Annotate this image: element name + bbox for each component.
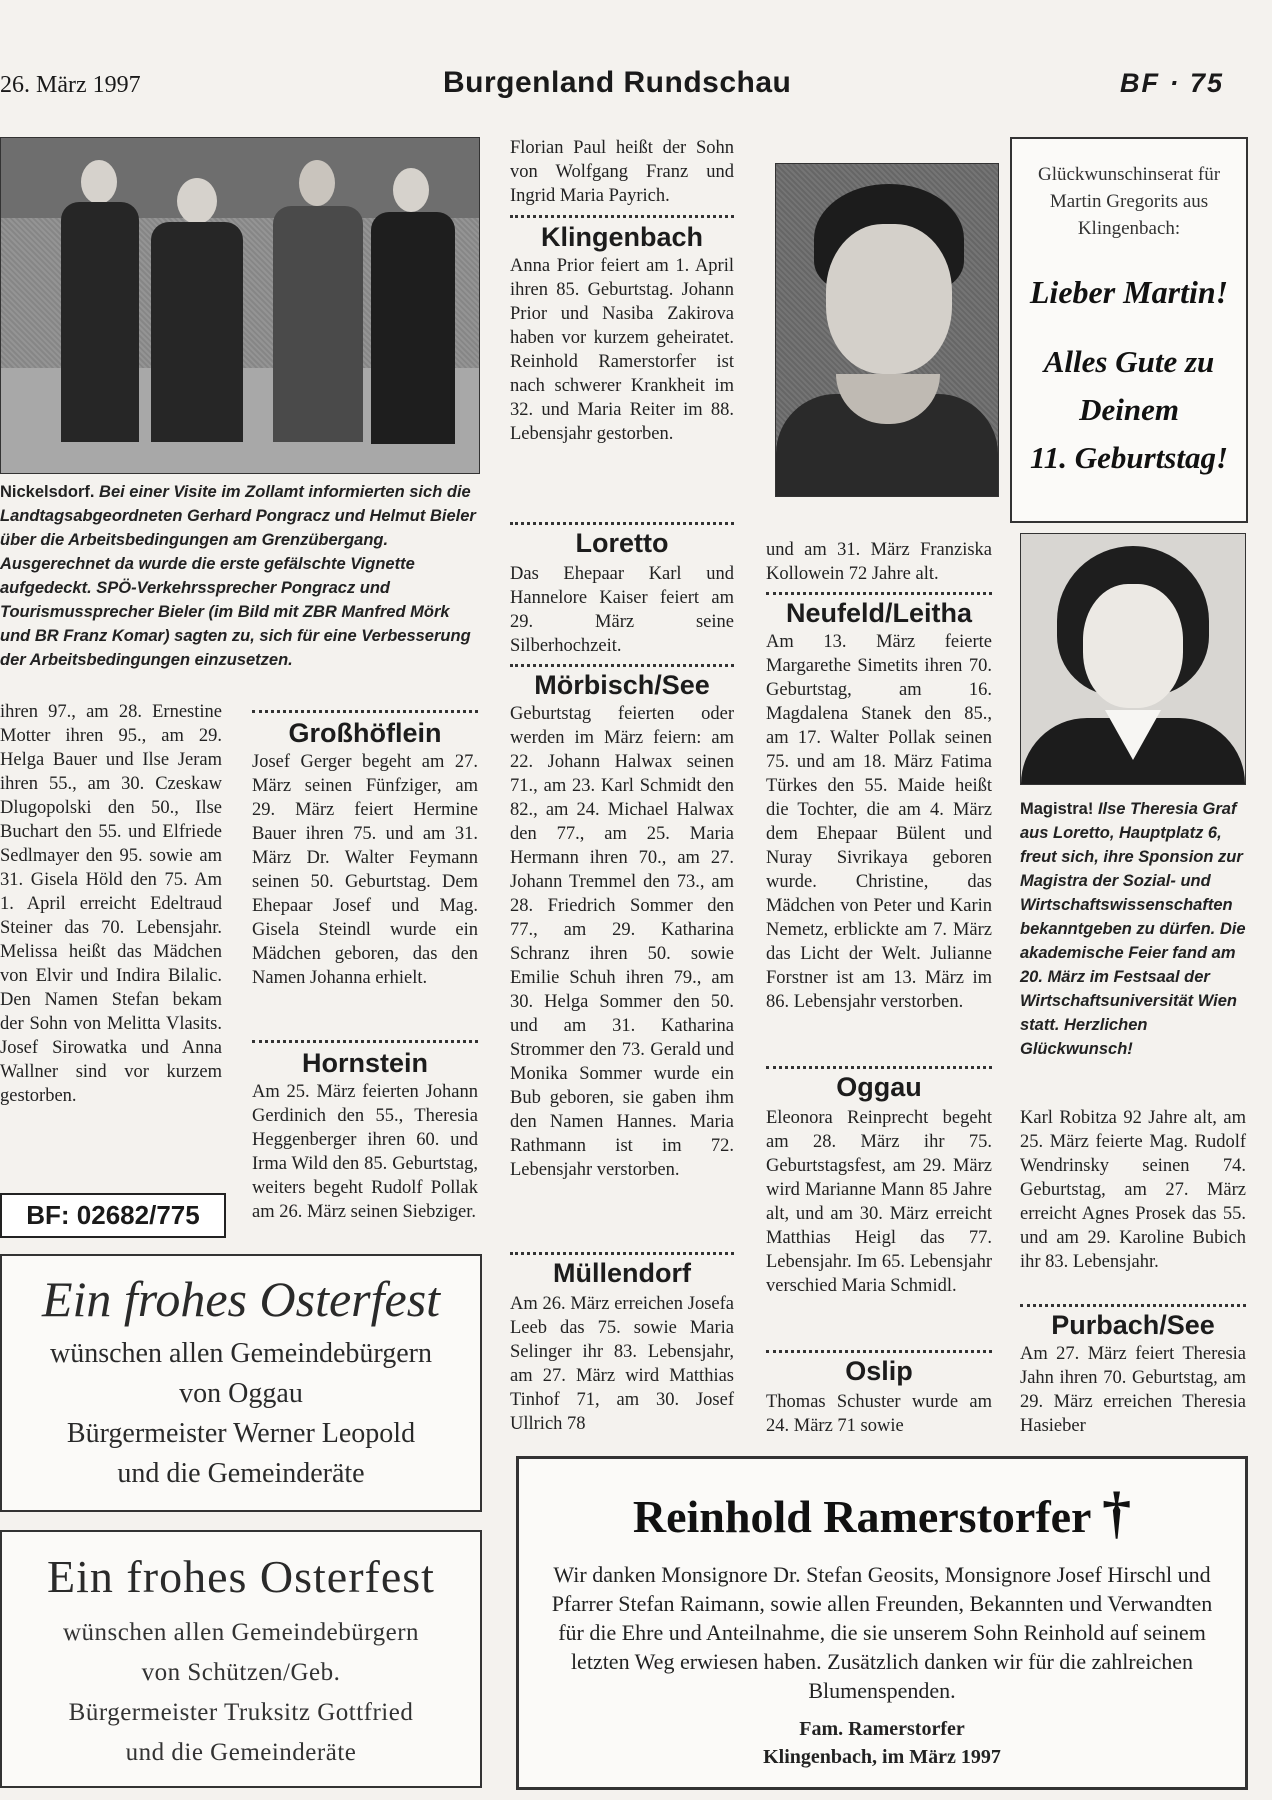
easter-ad-line3: Bürgermeister Truksitz Gottfried: [68, 1699, 414, 1726]
muellendorf-text: Am 26. März erreichen Josefa Leeb das 75. sowie Maria Selinger ihr 83. Lebensjahr, am 27. März wird Matthias Tinhof 71, am 30. Josef Ullrich 78: [510, 1294, 734, 1434]
magistra-text: Ilse Theresia Graf aus Loretto, Hauptplatz 6, freut sich, ihre Sponsion zur Magistra der Sozial- und Wirtschaftswissenschaften bekanntgeben zu dürfen. Die akademische Feier fand am 20. März im Festsaal der Wirtschaftsuniversität Wien statt. Herzlichen Glückwunsch!: [1020, 800, 1246, 1058]
section-heading-neufeld: Neufeld/Leitha: [785, 598, 973, 628]
hornstein-text: Am 25. März feierten Johann Gerdinich den 55., Theresia Heggenberger ihren 60. und Irma Wild den 85. Geburtstag, weiters begeht Rudolf Pollak am 26. März seinen Siebziger.: [252, 1082, 478, 1222]
obituary-name: Reinhold Ramerstorfer: [632, 1491, 1091, 1542]
cross-icon: †: [1102, 1480, 1132, 1545]
easter-ad-line3: Bürgermeister Werner Leopold: [66, 1418, 416, 1449]
obituary-place-date: Klingenbach, im März 1997: [763, 1746, 1001, 1768]
separator: [510, 664, 734, 667]
easter-ad-line4: und die Gemeinderäte: [125, 1739, 357, 1766]
separator: [252, 1040, 478, 1043]
greeting-ad-box: [1010, 137, 1248, 523]
section-heading-loretto: Loretto: [575, 528, 669, 558]
separator: [510, 1252, 734, 1255]
greeting-line4: 11. Geburtstag!: [1029, 440, 1229, 475]
phone-box: BF: 02682/775: [0, 1193, 226, 1238]
section-heading-grosshoeflein: Großhöflein: [288, 718, 442, 748]
photo-caption: [0, 480, 478, 672]
section-heading-moerbisch: Mörbisch/See: [534, 670, 710, 700]
oggau-text: Eleonora Reinprecht begeht am 28. März ihr 75. Geburtstagsfest, am 29. März wird Marianne Mann 85 Jahre alt, und am 30. März erreicht Matthias Heigl das 77. Lebensjahr. Im 65. Lebensjahr verschied Maria Schmidl.: [766, 1108, 992, 1296]
magistra-portrait-photo: [1020, 533, 1246, 785]
newspaper-title: Burgenland Rundschau: [443, 66, 792, 99]
column5-text: Karl Robitza 92 Jahre alt, am 25. März feierte Mag. Rudolf Wendrinsky seinen 74. Geburtstag, am 27. März erreicht Agnes Prosek das 55. und am 29. Karoline Bubich ihr 83. Lebensjahr.: [1020, 1108, 1246, 1272]
separator: [1020, 1304, 1246, 1307]
separator: [766, 1066, 992, 1069]
page-number: BF · 75: [1120, 68, 1225, 98]
obituary-signature: Fam. Ramerstorfer: [799, 1718, 965, 1740]
easter-ad-line1: wünschen allen Gemeindebürgern: [49, 1338, 433, 1369]
easter-ad-line2: von Oggau: [179, 1378, 303, 1409]
easter-ad-line4: und die Gemeinderäte: [117, 1458, 365, 1489]
easter-ad-schuetzen: [0, 1530, 482, 1788]
separator: [766, 1350, 992, 1353]
separator: [510, 522, 734, 525]
easter-ad-oggau: [0, 1254, 482, 1512]
magistra-caption: [1020, 797, 1246, 1061]
greeting-line1: Lieber Martin!: [1029, 274, 1229, 310]
neufeld-text: Am 13. März feierte Margarethe Simetits ihren 70. Geburtstag, am 16. Magdalena Stanek den 85., am 17. Walter Pollak seinen 75. und am 18. März Fatima Türkes den 55. Maide heißt die Tochter, die am 4. März dem Ehepaar Bülent und Nuray Sivrikaya geboren wurde. Christine, das Mädchen von Peter und Karin Nemetz, erblickte am 7. März das Licht der Welt. Julianne Forstner ist am 13. März im 86. Lebensjahr verstorben.: [766, 632, 992, 1012]
caption-text: Bei einer Visite im Zollamt informierten sich die Landtagsabgeordneten Gerhard Pongracz und Helmut Bieler über die Arbeitsbedingungen am Grenzübergang. Ausgerechnet da wurde die erste gefälschte Vignette aufgedeckt. SPÖ-Verkehrssprecher Pongracz und Tourismussprecher Bieler (im Bild mit ZBR Manfred Mörk und BR Franz Komar) sagten zu, sich für eine Verbesserung der Arbeitsbedingungen einzusetzen.: [0, 483, 476, 669]
easter-ad-line1: wünschen allen Gemeindebürgern: [62, 1619, 420, 1646]
customs-visit-photo: [0, 137, 480, 474]
separator: [252, 710, 478, 713]
obituary-text: Wir danken Monsignore Dr. Stefan Geosits, Monsignore Josef Hirschl und Pfarrer Stefan Raimann, sowie allen Freunden, Bekannten und Verwandten für die Ehre und Anteilnahme, die sie unserem Sohn Reinhold auf seinem letzten Weg erwiesen haben. Zusätzlich danken wir für die zahlreichen Blumenspenden.: [551, 1562, 1213, 1703]
magistra-lead: Magistra!: [1020, 800, 1094, 818]
column3-intro: Florian Paul heißt der Sohn von Wolfgang Franz und Ingrid Maria Payrich.: [510, 138, 734, 206]
obituary-notice: [516, 1456, 1248, 1790]
loretto-text: Das Ehepaar Karl und Hannelore Kaiser feiert am 29. März seine Silberhochzeit.: [510, 564, 734, 656]
separator: [510, 215, 734, 218]
section-heading-oslip: Oslip: [845, 1356, 913, 1386]
caption-lead: Nickelsdorf.: [0, 483, 95, 501]
issue-date: 26. März 1997: [0, 72, 141, 98]
section-heading-muellendorf: Müllendorf: [553, 1258, 691, 1288]
klingenbach-text: Anna Prior feiert am 1. April ihren 85. Geburtstag. Johann Prior und Nasiba Zakirova haben vor kurzem geheiratet. Reinhold Ramerstorfer ist nach schwerer Krankheit im 32. und Maria Reiter im 88. Lebensjahr gestorben.: [510, 256, 734, 444]
section-heading-hornstein: Hornstein: [301, 1048, 428, 1078]
boy-portrait-photo: [775, 163, 999, 497]
easter-ad-title: Ein frohes Osterfest: [41, 1271, 441, 1327]
easter-ad-line2: von Schützen/Geb.: [141, 1659, 341, 1686]
purbach-text: Am 27. März feiert Theresia Jahn ihren 70. Geburtstag, am 29. März erreichen Theresia Hasieber: [1020, 1344, 1246, 1436]
separator: [766, 592, 992, 595]
section-heading-oggau: Oggau: [836, 1072, 922, 1102]
moerbisch-text: Geburtstag feierten oder werden im März feiern: am 22. Johann Halwax seinen 71., am 23. Karl Schmidt den 82., am 24. Michael Halwax den 77., am 25. Maria Hermann ihren 70., am 27. Johann Tremmel den 73., am 28. Friedrich Sommer den 77., am 29. Katharina Schranz ihren 50. sowie Emilie Schuh ihren 79., am 30. Helga Sommer den 50. und am 31. Katharina Strommer den 73. Gerald und Monika Sommer wurde ein Bub geboren, sie gaben ihm den Namen Hannes. Maria Rathmann ist im 72. Lebensjahr verstorben.: [510, 704, 734, 1180]
oslip-text: Thomas Schuster wurde am 24. März 71 sowie: [766, 1392, 992, 1436]
section-heading-purbach: Purbach/See: [1051, 1310, 1215, 1340]
greeting-line2: Alles Gute zu: [1043, 344, 1215, 379]
column1-text: ihren 97., am 28. Ernestine Motter ihren 95., am 29. Helga Bauer und Ilse Jeram ihren 55., am 30. Czeskaw Dlugopolski den 50., Ilse Buchart den 55. und Elfriede Sedlmayer den 95. sowie am 31. Gisela Höld den 75. Am 1. April erreicht Edeltraud Steiner das 70. Lebensjahr. Melissa heißt das Mädchen von Elvir und Indira Bilalic. Den Namen Stefan bekam der Sohn von Melitta Vlasits. Josef Sirowatka und Anna Wallner sind vor kurzem gestorben.: [0, 702, 222, 1106]
easter-ad-title: Ein frohes Osterfest: [47, 1551, 435, 1602]
greeting-intro: Glückwunschinserat für Martin Gregorits aus Klingenbach:: [1037, 164, 1221, 239]
greeting-line3: Deinem: [1079, 392, 1179, 427]
section-heading-klingenbach: Klingenbach: [540, 222, 703, 252]
obituary-name-row: [519, 1479, 1245, 1546]
column4-intro: und am 31. März Franziska Kollowein 72 Jahre alt.: [766, 540, 992, 584]
grosshoeflein-text: Josef Gerger begeht am 27. März seinen Fünfziger, am 29. März feiert Hermine Bauer ihren 75. und am 31. März Dr. Walter Feymann seinen 50. Geburtstag. Dem Ehepaar Josef und Mag. Gisela Steindl wurde ein Mädchen geboren, das den Namen Johanna erhielt.: [252, 752, 478, 988]
